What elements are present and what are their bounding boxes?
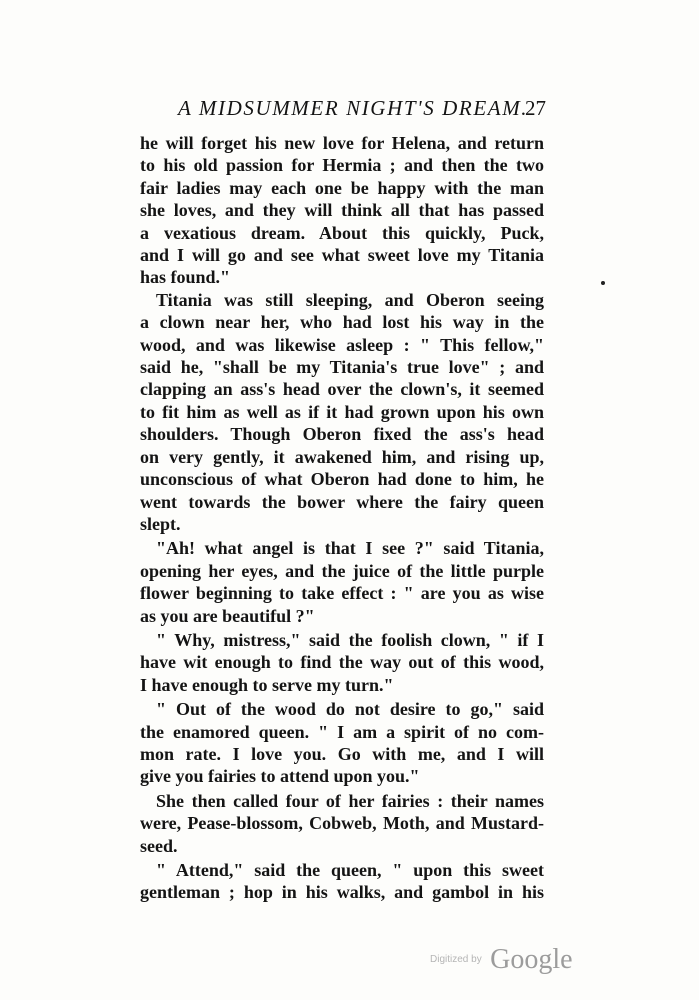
text-line: he will forget his new love for Helena, and return	[140, 133, 544, 153]
text-line: shoulders. Though Oberon fixed the ass's head	[140, 424, 544, 445]
running-header	[140, 96, 550, 124]
paragraph-6	[140, 790, 544, 857]
text-line: went towards the bower where the fairy queen	[140, 491, 544, 512]
text-line: " Out of the wood do not desire to go," said	[156, 699, 544, 720]
text-line: clapping an ass's head over the clown's, it seemed	[140, 379, 544, 400]
text-line: were, Pease-blossom, Cobweb, Moth, and Mustard-	[140, 813, 544, 834]
text-line: flower beginning to take effect : " are you as wise	[140, 583, 544, 604]
text-line: said he, "shall be my Titania's true love" ; and	[140, 357, 544, 378]
text-line: I have enough to serve my turn."	[140, 674, 394, 695]
text-line: gentleman ; hop in his walks, and gambol in his	[140, 882, 544, 903]
text-line: " Attend," said the queen, " upon this sweet	[156, 860, 544, 880]
text-line: fair ladies may each one be happy with the man	[140, 177, 544, 198]
text-line: She then called four of her fairies : their names	[156, 790, 544, 811]
text-line: a clown near her, who had lost his way in the	[140, 312, 544, 333]
text-line: to fit him as well as if it had grown upon his own	[140, 401, 544, 422]
text-line: "Ah! what angel is that I see ?" said Titania,	[156, 538, 544, 559]
paragraph-5	[140, 698, 544, 788]
paragraph-1	[140, 132, 544, 289]
text-line: Titania was still sleeping, and Oberon seeing	[156, 289, 544, 310]
page-number: 27	[525, 96, 546, 120]
paragraph-4	[140, 629, 544, 696]
text-line: she loves, and they will think all that has passed	[140, 200, 544, 221]
paragraph-7	[140, 859, 544, 904]
paragraph-2	[140, 289, 544, 535]
paragraph-3	[140, 537, 544, 627]
running-title: A MIDSUMMER NIGHT'S DREAM.	[178, 96, 529, 120]
text-line: to his old passion for Hermia ; and then the two	[140, 155, 544, 176]
text-line: on very gently, it awakened him, and rising up,	[140, 446, 544, 467]
google-logo: Google	[490, 944, 573, 975]
text-line: as you are beautiful ?"	[140, 605, 315, 626]
text-line: a vexatious dream. About this quickly, Puck,	[140, 222, 544, 243]
text-line: the enamored queen. " I am a spirit of no com-	[140, 721, 544, 742]
text-line: has found."	[140, 267, 231, 288]
text-line: unconscious of what Oberon had done to him, he	[140, 469, 544, 490]
text-line: give you fairies to attend upon you."	[140, 766, 420, 787]
body-text	[140, 132, 544, 904]
print-speck	[601, 281, 605, 285]
text-line: and I will go and see what sweet love my Titania	[140, 245, 544, 266]
text-line: opening her eyes, and the juice of the little purple	[140, 560, 544, 581]
text-line: " Why, mistress," said the foolish clown, " if I	[156, 629, 544, 650]
text-line: have wit enough to find the way out of this wood,	[140, 652, 544, 673]
text-line: slept.	[140, 513, 181, 534]
text-line: seed.	[140, 835, 178, 856]
watermark-prefix: Digitized by	[430, 954, 482, 965]
text-line: wood, and was likewise asleep : " This fellow,"	[140, 334, 544, 355]
digitized-by-google-watermark	[430, 944, 573, 976]
text-line: mon rate. I love you. Go with me, and I will	[140, 743, 544, 764]
